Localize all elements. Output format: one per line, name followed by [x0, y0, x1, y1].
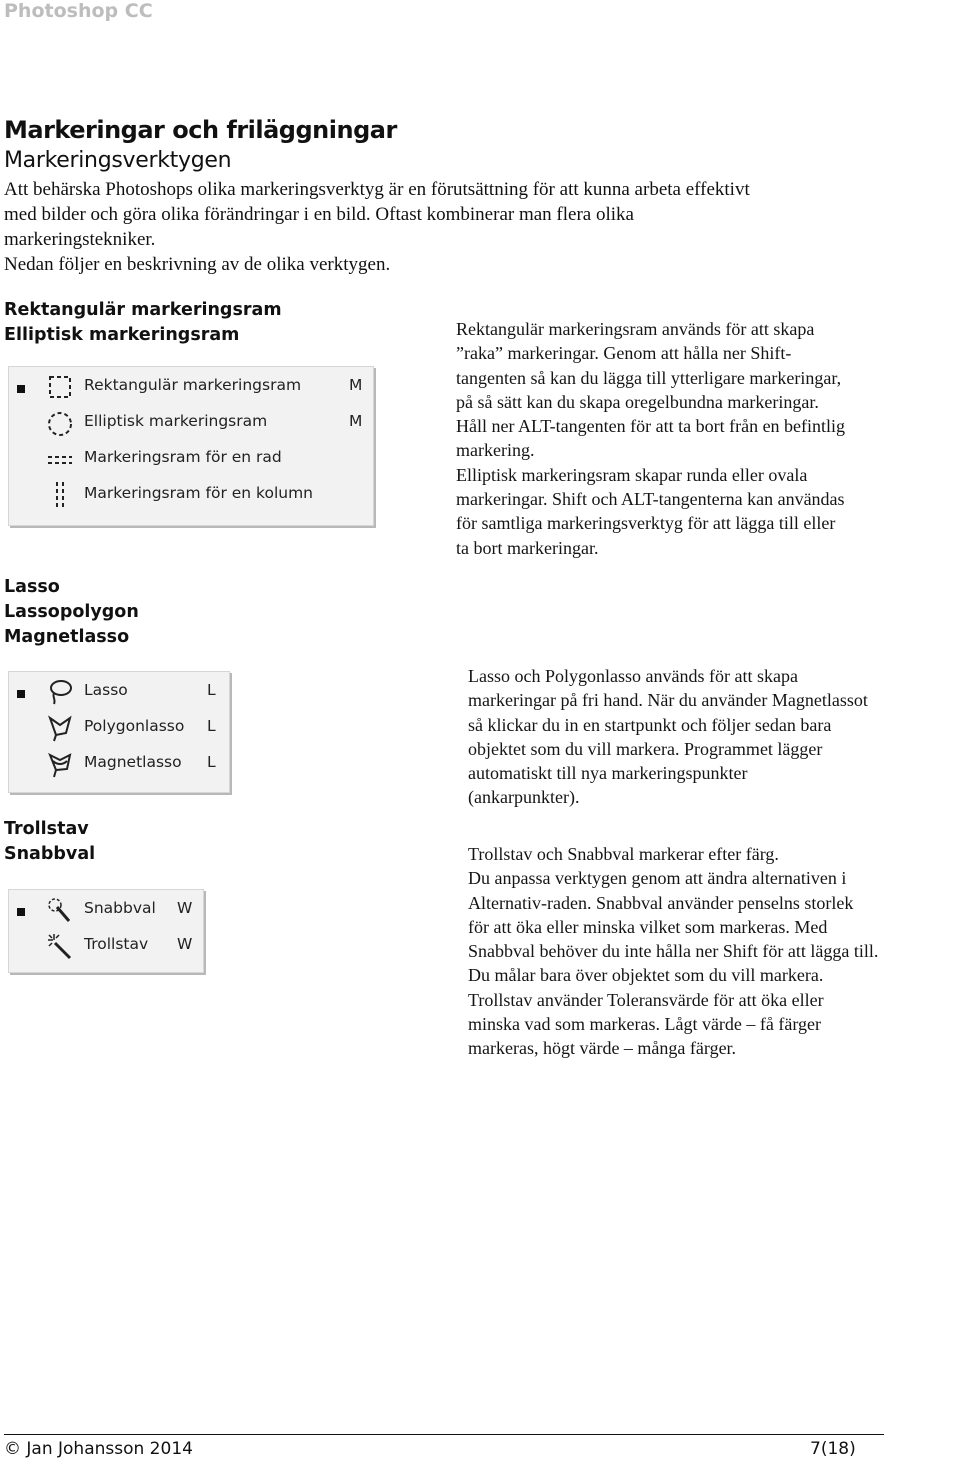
- section-wand-labels: [4, 817, 95, 867]
- tool-shortcut-key: L: [207, 753, 216, 771]
- single-column-marquee-icon: [47, 480, 73, 510]
- page-subtitle: Markeringsverktygen: [4, 148, 232, 173]
- text-line: Du anpassa verktygen genom att ändra alternativen i: [468, 868, 847, 889]
- text-line: Lasso och Polygonlasso används för att skapa: [468, 666, 798, 686]
- section-label: Magnetlasso: [4, 627, 130, 647]
- tool-row-single-column-marquee[interactable]: [9, 477, 373, 513]
- active-tool-bullet: [17, 690, 25, 698]
- tool-shortcut-key: W: [177, 899, 193, 917]
- page-title: Markeringar och friläggningar: [4, 116, 397, 144]
- text-line: Håll ner ALT-tangenten för att ta bort från en befintlig: [456, 416, 846, 437]
- text-line: Alternativ-raden. Snabbval använder penselns storlek: [468, 892, 854, 913]
- rectangular-marquee-icon: [47, 372, 73, 402]
- text-line: markering.: [456, 440, 535, 461]
- text-line: för samtliga markeringsverktyg för att lägga till eller: [456, 513, 836, 534]
- section-label: Lassopolygon: [4, 602, 139, 622]
- section-label: Rektangulär markeringsram: [4, 300, 282, 320]
- text-line: Du målar bara över objektet som du vill markera.: [468, 965, 824, 986]
- tool-label: Trollstav: [84, 935, 149, 953]
- lasso-description: [468, 664, 960, 810]
- tool-shortcut-key: W: [177, 935, 193, 953]
- tool-row-magic-wand[interactable]: [9, 928, 203, 964]
- tool-row-single-row-marquee[interactable]: [9, 441, 373, 477]
- intro-line: med bilder och göra olika förändringar i en bild. Oftast kombinerar man flera olika: [4, 204, 634, 225]
- text-line: Trollstav och Snabbval markerar efter färg.: [468, 844, 779, 864]
- text-line: Rektangulär markeringsram används för att skapa: [456, 319, 815, 339]
- intro-line: markeringstekniker.: [4, 229, 156, 250]
- tool-row-rectangular-marquee[interactable]: [9, 369, 373, 405]
- tool-label: Markeringsram för en rad: [84, 448, 282, 466]
- tool-shortcut-key: L: [207, 681, 216, 699]
- page-number: 7(18): [810, 1439, 856, 1459]
- elliptical-marquee-icon: [47, 408, 73, 438]
- section-label: Lasso: [4, 577, 60, 597]
- active-tool-bullet: [17, 385, 25, 393]
- polygon-lasso-icon: [47, 713, 73, 743]
- tool-row-lasso[interactable]: [9, 674, 229, 710]
- tool-label: Lasso: [84, 681, 128, 699]
- text-line: på så sätt kan du skapa oregelbundna markeringar.: [456, 391, 819, 412]
- tool-shortcut-key: M: [349, 412, 363, 430]
- tool-label: Elliptisk markeringsram: [84, 412, 268, 430]
- marquee-tools-panel: [8, 366, 374, 526]
- intro-line: Att behärska Photoshops olika markeringsverktyg är en förutsättning för att kunna arbeta effektivt: [4, 179, 750, 200]
- tool-shortcut-key: L: [207, 717, 216, 735]
- wand-description: [468, 842, 960, 1061]
- text-line: Trollstav använder Toleransvärde för att öka eller: [468, 989, 824, 1010]
- tool-label: Magnetlasso: [84, 753, 182, 771]
- lasso-icon: [47, 677, 73, 707]
- section-marquee-labels: [4, 298, 282, 348]
- text-line: markeras, högt värde – många färger.: [468, 1038, 737, 1059]
- text-line: markeringar på fri hand. När du använder Magnetlassot: [468, 690, 868, 711]
- tool-label: Rektangulär markeringsram: [84, 376, 302, 394]
- section-label: Trollstav: [4, 819, 89, 839]
- footer-copyright: © Jan Johansson 2014: [4, 1439, 193, 1459]
- text-line: ”raka” markeringar. Genom att hålla ner Shift-: [456, 343, 792, 364]
- section-label: Snabbval: [4, 844, 96, 864]
- section-lasso-labels: [4, 575, 139, 650]
- text-line: så klickar du in en startpunkt och följer sedan bara: [468, 714, 832, 735]
- lasso-tools-panel: [8, 671, 230, 793]
- text-line: markeringar. Shift och ALT-tangenterna kan användas: [456, 489, 845, 510]
- text-line: minska vad som markeras. Lågt värde – få färger: [468, 1014, 822, 1035]
- text-line: objektet som du vill markera. Programmet lägger: [468, 738, 823, 759]
- tool-row-elliptical-marquee[interactable]: [9, 405, 373, 441]
- magnetic-lasso-icon: [47, 749, 73, 779]
- marquee-description: [456, 317, 956, 560]
- footer-divider: [4, 1434, 884, 1435]
- tool-label: Polygonlasso: [84, 717, 185, 735]
- tool-row-magnetic-lasso[interactable]: [9, 746, 229, 782]
- wand-tools-panel: [8, 889, 204, 973]
- tool-row-polygon-lasso[interactable]: [9, 710, 229, 746]
- intro-line: Nedan följer en beskrivning av de olika verktygen.: [4, 254, 391, 275]
- text-line: (ankarpunkter).: [468, 787, 580, 808]
- tool-label: Markeringsram för en kolumn: [84, 484, 314, 502]
- text-line: Snabbval behöver du inte hålla ner Shift för att lägga till.: [468, 941, 879, 962]
- text-line: tangenten så kan du lägga till ytterligare markeringar,: [456, 367, 842, 388]
- magic-wand-icon: [47, 931, 73, 961]
- text-line: automatiskt till nya markeringspunkter: [468, 763, 748, 784]
- tool-shortcut-key: M: [349, 376, 363, 394]
- quick-selection-icon: [47, 895, 73, 925]
- tool-label: Snabbval: [84, 899, 156, 917]
- single-row-marquee-icon: [47, 444, 73, 474]
- intro-paragraph: [4, 177, 904, 277]
- section-label: Elliptisk markeringsram: [4, 325, 240, 345]
- running-head: Photoshop CC: [4, 0, 153, 22]
- active-tool-bullet: [17, 908, 25, 916]
- tool-row-quick-selection[interactable]: [9, 892, 203, 928]
- text-line: för att öka eller minska vilket som markeras. Med: [468, 916, 828, 937]
- text-line: Elliptisk markeringsram skapar runda eller ovala: [456, 464, 808, 485]
- text-line: ta bort markeringar.: [456, 537, 599, 558]
